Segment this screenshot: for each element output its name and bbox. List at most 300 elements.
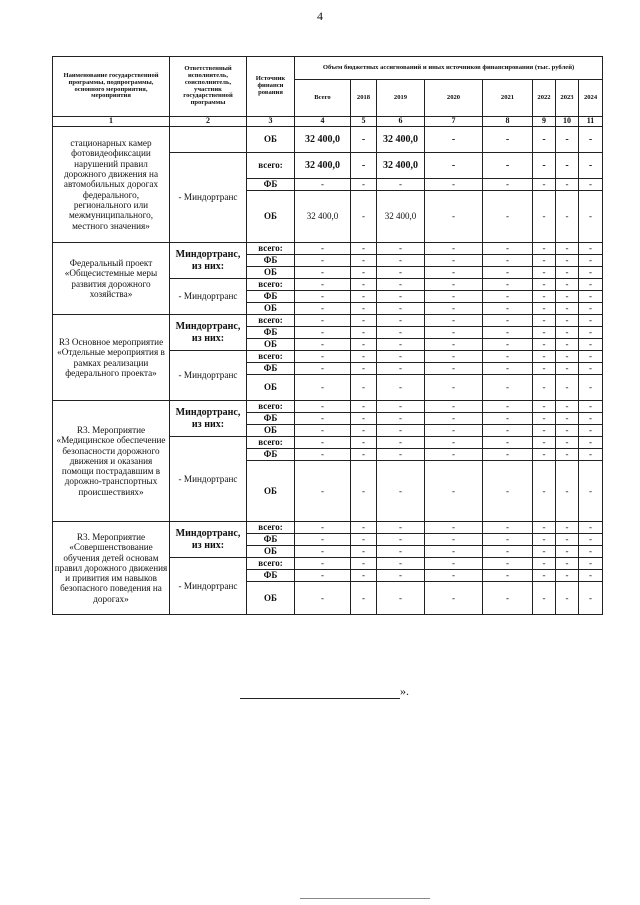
- value-cell: -: [483, 291, 533, 303]
- value-cell: -: [295, 303, 351, 315]
- value-cell: -: [579, 315, 603, 327]
- value-cell: -: [483, 413, 533, 425]
- value-cell: -: [351, 291, 377, 303]
- value-cell: -: [377, 279, 425, 291]
- value-cell: -: [579, 413, 603, 425]
- value-cell: -: [579, 449, 603, 461]
- value-cell: -: [483, 315, 533, 327]
- value-cell: -: [351, 546, 377, 558]
- footer-rule: [300, 898, 430, 899]
- value-cell: -: [483, 401, 533, 413]
- value-cell: -: [295, 522, 351, 534]
- value-cell: -: [295, 546, 351, 558]
- source-cell: всего:: [247, 401, 295, 413]
- column-number-row: [53, 117, 603, 127]
- program-name-cell: стационарных камер фотовидеофиксации нарушений правил дорожного движения на автомобильных дорогах федерального, регионального или межмуниципального, местного значения»: [53, 127, 170, 243]
- header-volume: Объем бюджетных ассигнований и иных источников финансирования (тыс. рублей): [295, 57, 603, 80]
- value-cell: -: [579, 375, 603, 401]
- value-cell: -: [483, 339, 533, 351]
- responsible-cell: - Миндортранс: [170, 351, 247, 401]
- value-cell: -: [377, 179, 425, 191]
- value-cell: -: [556, 413, 579, 425]
- value-cell: -: [533, 127, 556, 153]
- value-cell: -: [351, 558, 377, 570]
- value-cell: 32 400,0: [377, 127, 425, 153]
- value-cell: -: [483, 449, 533, 461]
- value-cell: -: [351, 303, 377, 315]
- column-number: 2: [170, 117, 247, 127]
- value-cell: -: [533, 315, 556, 327]
- value-cell: -: [351, 522, 377, 534]
- header-year: 2022: [533, 80, 556, 117]
- value-cell: -: [483, 558, 533, 570]
- value-cell: -: [295, 327, 351, 339]
- value-cell: -: [556, 153, 579, 179]
- value-cell: -: [295, 413, 351, 425]
- value-cell: -: [579, 437, 603, 449]
- value-cell: -: [556, 315, 579, 327]
- value-cell: -: [425, 291, 483, 303]
- value-cell: -: [351, 401, 377, 413]
- value-cell: -: [533, 327, 556, 339]
- value-cell: -: [533, 303, 556, 315]
- value-cell: -: [579, 401, 603, 413]
- value-cell: 32 400,0: [295, 153, 351, 179]
- value-cell: -: [351, 243, 377, 255]
- value-cell: -: [425, 558, 483, 570]
- value-cell: -: [579, 279, 603, 291]
- value-cell: -: [556, 401, 579, 413]
- value-cell: -: [351, 153, 377, 179]
- value-cell: -: [351, 534, 377, 546]
- program-name-cell: Федеральный проект «Общесистемные меры развития дорожного хозяйства»: [53, 243, 170, 315]
- source-cell: ФБ: [247, 179, 295, 191]
- value-cell: -: [377, 413, 425, 425]
- source-cell: ОБ: [247, 546, 295, 558]
- value-cell: -: [579, 191, 603, 243]
- value-cell: -: [295, 425, 351, 437]
- value-cell: -: [377, 339, 425, 351]
- value-cell: -: [556, 363, 579, 375]
- value-cell: -: [377, 437, 425, 449]
- column-number: 10: [556, 117, 579, 127]
- value-cell: -: [556, 570, 579, 582]
- value-cell: -: [533, 461, 556, 522]
- value-cell: -: [579, 351, 603, 363]
- header-year: 2020: [425, 80, 483, 117]
- value-cell: -: [556, 582, 579, 615]
- value-cell: -: [377, 291, 425, 303]
- value-cell: -: [351, 363, 377, 375]
- value-cell: -: [377, 351, 425, 363]
- value-cell: -: [295, 243, 351, 255]
- value-cell: -: [351, 127, 377, 153]
- value-cell: -: [295, 558, 351, 570]
- value-cell: -: [351, 570, 377, 582]
- value-cell: -: [556, 179, 579, 191]
- value-cell: -: [295, 570, 351, 582]
- value-cell: -: [425, 267, 483, 279]
- value-cell: -: [377, 315, 425, 327]
- value-cell: -: [579, 267, 603, 279]
- source-cell: ФБ: [247, 449, 295, 461]
- table-row: [53, 127, 603, 153]
- value-cell: -: [579, 546, 603, 558]
- value-cell: -: [556, 191, 579, 243]
- value-cell: -: [556, 534, 579, 546]
- value-cell: -: [483, 267, 533, 279]
- source-cell: ОБ: [247, 303, 295, 315]
- value-cell: -: [579, 303, 603, 315]
- value-cell: -: [533, 375, 556, 401]
- source-cell: всего:: [247, 437, 295, 449]
- value-cell: -: [579, 255, 603, 267]
- value-cell: -: [483, 127, 533, 153]
- value-cell: -: [351, 582, 377, 615]
- value-cell: -: [295, 534, 351, 546]
- value-cell: -: [533, 558, 556, 570]
- value-cell: -: [533, 243, 556, 255]
- value-cell: -: [483, 522, 533, 534]
- value-cell: -: [556, 425, 579, 437]
- table-row: [53, 243, 603, 255]
- value-cell: -: [579, 570, 603, 582]
- value-cell: -: [425, 425, 483, 437]
- value-cell: -: [556, 327, 579, 339]
- source-cell: всего:: [247, 243, 295, 255]
- value-cell: -: [483, 179, 533, 191]
- value-cell: -: [425, 522, 483, 534]
- column-number: 7: [425, 117, 483, 127]
- table-row: [53, 522, 603, 534]
- value-cell: -: [377, 327, 425, 339]
- value-cell: -: [533, 153, 556, 179]
- value-cell: -: [377, 449, 425, 461]
- header-year: Всего: [295, 80, 351, 117]
- value-cell: -: [483, 363, 533, 375]
- value-cell: -: [579, 327, 603, 339]
- value-cell: -: [579, 425, 603, 437]
- value-cell: -: [351, 191, 377, 243]
- value-cell: -: [351, 339, 377, 351]
- value-cell: -: [533, 291, 556, 303]
- value-cell: -: [556, 558, 579, 570]
- responsible-cell: Миндортранс, из них:: [170, 401, 247, 437]
- value-cell: -: [351, 315, 377, 327]
- value-cell: -: [377, 522, 425, 534]
- value-cell: -: [556, 255, 579, 267]
- page-number: 4: [317, 9, 323, 23]
- value-cell: -: [579, 153, 603, 179]
- source-cell: ОБ: [247, 267, 295, 279]
- value-cell: -: [425, 413, 483, 425]
- value-cell: -: [351, 327, 377, 339]
- source-cell: ФБ: [247, 570, 295, 582]
- value-cell: -: [579, 534, 603, 546]
- value-cell: -: [295, 363, 351, 375]
- value-cell: -: [579, 291, 603, 303]
- header-year: 2018: [351, 80, 377, 117]
- value-cell: -: [425, 437, 483, 449]
- value-cell: 32 400,0: [295, 127, 351, 153]
- source-cell: ОБ: [247, 461, 295, 522]
- responsible-cell: - Миндортранс: [170, 279, 247, 315]
- value-cell: -: [579, 363, 603, 375]
- responsible-cell: [170, 127, 247, 153]
- value-cell: -: [533, 425, 556, 437]
- value-cell: -: [556, 449, 579, 461]
- value-cell: -: [425, 534, 483, 546]
- value-cell: -: [295, 401, 351, 413]
- value-cell: -: [295, 375, 351, 401]
- value-cell: -: [556, 291, 579, 303]
- source-cell: всего:: [247, 522, 295, 534]
- value-cell: -: [556, 351, 579, 363]
- value-cell: -: [483, 327, 533, 339]
- value-cell: -: [377, 401, 425, 413]
- value-cell: -: [425, 255, 483, 267]
- value-cell: -: [533, 279, 556, 291]
- value-cell: -: [533, 267, 556, 279]
- value-cell: -: [295, 179, 351, 191]
- value-cell: -: [556, 546, 579, 558]
- value-cell: -: [483, 191, 533, 243]
- value-cell: -: [295, 351, 351, 363]
- program-name-cell: R3. Мероприятие «Медицинское обеспечение безопасности дорожного движения и оказания помощи пострадавшим в дорожно-транспортных происшествиях»: [53, 401, 170, 522]
- responsible-cell: - Миндортранс: [170, 437, 247, 522]
- value-cell: -: [533, 534, 556, 546]
- value-cell: -: [351, 279, 377, 291]
- value-cell: -: [579, 558, 603, 570]
- value-cell: -: [483, 546, 533, 558]
- value-cell: -: [556, 267, 579, 279]
- header-source: Источник финанси рования: [247, 57, 295, 117]
- value-cell: -: [351, 267, 377, 279]
- value-cell: -: [556, 437, 579, 449]
- value-cell: -: [425, 546, 483, 558]
- column-number: 11: [579, 117, 603, 127]
- value-cell: -: [533, 351, 556, 363]
- value-cell: -: [351, 375, 377, 401]
- value-cell: -: [351, 179, 377, 191]
- column-number: 4: [295, 117, 351, 127]
- value-cell: -: [351, 413, 377, 425]
- table-row: [53, 315, 603, 327]
- source-cell: всего:: [247, 351, 295, 363]
- value-cell: -: [483, 243, 533, 255]
- value-cell: -: [483, 570, 533, 582]
- value-cell: -: [377, 461, 425, 522]
- value-cell: -: [377, 243, 425, 255]
- value-cell: -: [425, 327, 483, 339]
- value-cell: -: [377, 255, 425, 267]
- value-cell: -: [351, 461, 377, 522]
- value-cell: 32 400,0: [377, 191, 425, 243]
- value-cell: -: [377, 546, 425, 558]
- closing-signature-line: [240, 684, 409, 699]
- responsible-cell: Миндортранс, из них:: [170, 315, 247, 351]
- source-cell: всего:: [247, 315, 295, 327]
- column-number: 6: [377, 117, 425, 127]
- value-cell: -: [556, 461, 579, 522]
- source-cell: ОБ: [247, 375, 295, 401]
- value-cell: -: [377, 267, 425, 279]
- value-cell: -: [533, 437, 556, 449]
- value-cell: -: [483, 279, 533, 291]
- budget-table: [52, 56, 603, 615]
- value-cell: -: [425, 179, 483, 191]
- value-cell: -: [351, 437, 377, 449]
- value-cell: -: [425, 401, 483, 413]
- header-year: 2019: [377, 80, 425, 117]
- value-cell: -: [533, 522, 556, 534]
- column-number: 1: [53, 117, 170, 127]
- value-cell: -: [425, 339, 483, 351]
- value-cell: -: [351, 351, 377, 363]
- value-cell: -: [533, 401, 556, 413]
- column-number: 3: [247, 117, 295, 127]
- value-cell: -: [295, 291, 351, 303]
- value-cell: -: [556, 522, 579, 534]
- value-cell: -: [295, 267, 351, 279]
- source-cell: всего:: [247, 558, 295, 570]
- value-cell: -: [533, 413, 556, 425]
- value-cell: -: [579, 127, 603, 153]
- value-cell: -: [425, 279, 483, 291]
- source-cell: ФБ: [247, 534, 295, 546]
- source-cell: ФБ: [247, 327, 295, 339]
- value-cell: -: [295, 255, 351, 267]
- value-cell: -: [483, 351, 533, 363]
- value-cell: -: [579, 522, 603, 534]
- source-cell: всего:: [247, 153, 295, 179]
- value-cell: -: [377, 363, 425, 375]
- value-cell: -: [425, 570, 483, 582]
- source-cell: ФБ: [247, 255, 295, 267]
- value-cell: -: [377, 558, 425, 570]
- value-cell: -: [556, 303, 579, 315]
- value-cell: -: [425, 315, 483, 327]
- value-cell: -: [556, 127, 579, 153]
- value-cell: 32 400,0: [295, 191, 351, 243]
- value-cell: -: [351, 449, 377, 461]
- value-cell: -: [533, 546, 556, 558]
- column-number: 8: [483, 117, 533, 127]
- value-cell: -: [377, 425, 425, 437]
- value-cell: -: [425, 303, 483, 315]
- value-cell: -: [377, 303, 425, 315]
- value-cell: -: [533, 255, 556, 267]
- value-cell: -: [295, 339, 351, 351]
- value-cell: -: [533, 570, 556, 582]
- value-cell: -: [579, 179, 603, 191]
- value-cell: -: [483, 255, 533, 267]
- value-cell: -: [483, 153, 533, 179]
- value-cell: -: [533, 179, 556, 191]
- table-row: [53, 401, 603, 413]
- value-cell: -: [425, 449, 483, 461]
- value-cell: -: [483, 303, 533, 315]
- value-cell: -: [483, 425, 533, 437]
- column-number: 9: [533, 117, 556, 127]
- source-cell: ОБ: [247, 425, 295, 437]
- header-responsible: Ответственный исполнитель, соисполнитель, участник государственной программы: [170, 57, 247, 117]
- source-cell: ФБ: [247, 413, 295, 425]
- value-cell: -: [425, 363, 483, 375]
- value-cell: -: [579, 461, 603, 522]
- value-cell: -: [483, 375, 533, 401]
- value-cell: -: [579, 243, 603, 255]
- value-cell: -: [425, 243, 483, 255]
- value-cell: -: [377, 375, 425, 401]
- value-cell: -: [533, 449, 556, 461]
- responsible-cell: - Миндортранс: [170, 153, 247, 243]
- value-cell: -: [579, 339, 603, 351]
- value-cell: -: [377, 534, 425, 546]
- value-cell: -: [425, 127, 483, 153]
- value-cell: -: [425, 461, 483, 522]
- value-cell: -: [295, 449, 351, 461]
- value-cell: -: [425, 582, 483, 615]
- value-cell: -: [533, 191, 556, 243]
- source-cell: ОБ: [247, 191, 295, 243]
- header-year: 2021: [483, 80, 533, 117]
- source-cell: ОБ: [247, 127, 295, 153]
- value-cell: -: [295, 279, 351, 291]
- header-name: Наименование государственной программы, подпрограммы, основного мероприятия, мероприятия: [53, 57, 170, 117]
- responsible-cell: - Миндортранс: [170, 558, 247, 615]
- value-cell: -: [579, 582, 603, 615]
- value-cell: -: [425, 351, 483, 363]
- responsible-cell: Миндортранс, из них:: [170, 243, 247, 279]
- value-cell: -: [425, 153, 483, 179]
- value-cell: -: [295, 461, 351, 522]
- value-cell: -: [533, 582, 556, 615]
- value-cell: -: [556, 375, 579, 401]
- value-cell: -: [377, 582, 425, 615]
- value-cell: -: [556, 279, 579, 291]
- value-cell: -: [483, 582, 533, 615]
- header-year: 2023: [556, 80, 579, 117]
- program-name-cell: R3. Мероприятие «Совершенствование обучения детей основам правил дорожного движения и привития им навыков безопасного поведения на дорогах»: [53, 522, 170, 615]
- value-cell: -: [425, 191, 483, 243]
- closing-quote: ».: [400, 684, 409, 698]
- value-cell: -: [351, 425, 377, 437]
- value-cell: -: [425, 375, 483, 401]
- value-cell: -: [533, 339, 556, 351]
- value-cell: -: [533, 363, 556, 375]
- responsible-cell: Миндортранс, из них:: [170, 522, 247, 558]
- value-cell: 32 400,0: [377, 153, 425, 179]
- value-cell: -: [483, 534, 533, 546]
- source-cell: ОБ: [247, 339, 295, 351]
- value-cell: -: [556, 339, 579, 351]
- value-cell: -: [483, 461, 533, 522]
- source-cell: ОБ: [247, 582, 295, 615]
- value-cell: -: [556, 243, 579, 255]
- source-cell: ФБ: [247, 291, 295, 303]
- value-cell: -: [295, 437, 351, 449]
- value-cell: -: [351, 255, 377, 267]
- program-name-cell: R3 Основное мероприятие «Отдельные мероприятия в рамках реализации федерального проекта»: [53, 315, 170, 401]
- column-number: 5: [351, 117, 377, 127]
- value-cell: -: [295, 315, 351, 327]
- source-cell: всего:: [247, 279, 295, 291]
- source-cell: ФБ: [247, 363, 295, 375]
- value-cell: -: [377, 570, 425, 582]
- signature-underline: [240, 687, 400, 699]
- value-cell: -: [295, 582, 351, 615]
